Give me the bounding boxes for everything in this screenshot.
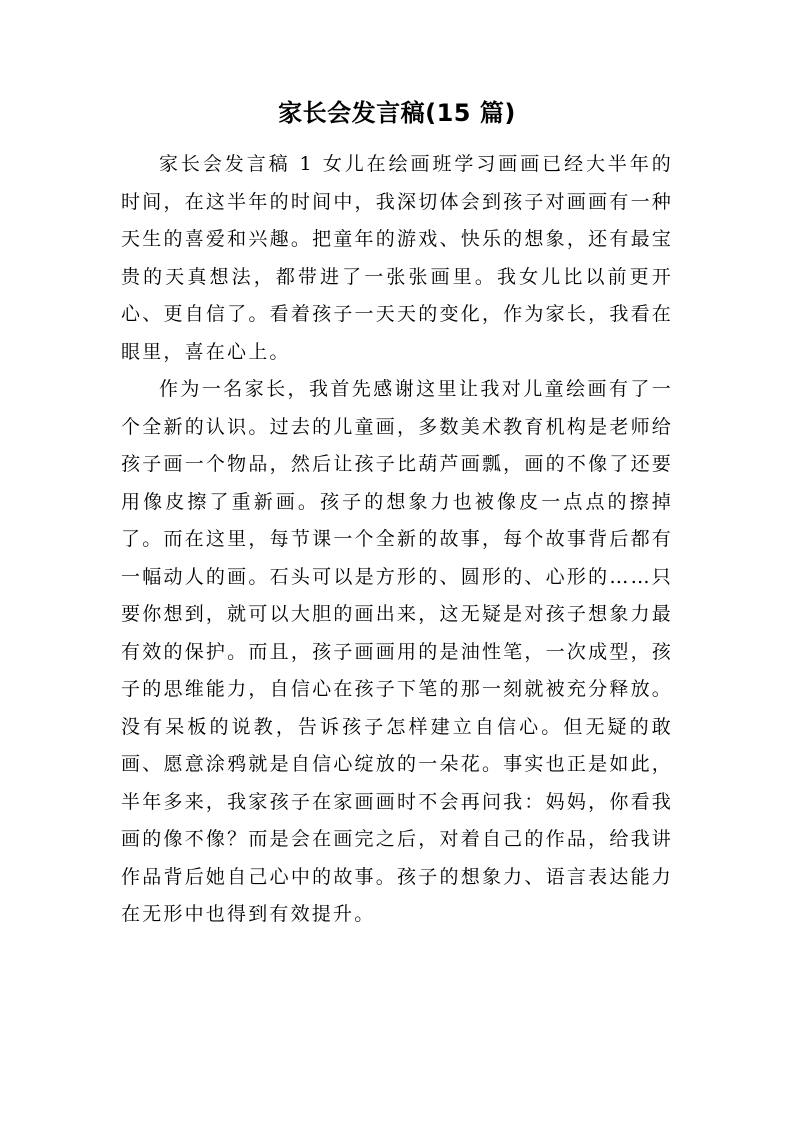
document-body — [121, 146, 673, 934]
paragraph-1: 家长会发言稿 1 女儿在绘画班学习画画已经大半年的时间，在这半年的时间中，我深切体会到孩子对画画有一种天生的喜爱和兴趣。把童年的游戏、快乐的想象，还有最宝贵的天真想法，都带进了一张张画里。我女儿比以前更开心、更自信了。看着孩子一天天的变化，作为家长，我看在眼里，喜在心上。 — [121, 153, 673, 363]
paragraph-2: 作为一名家长，我首先感谢这里让我对儿童绘画有了一个全新的认识。过去的儿童画，多数美术教育机构是老师给孩子画一个物品，然后让孩子比葫芦画瓢，画的不像了还要用像皮擦了重新画。孩子的想象力也被像皮一点点的擦掉了。而在这里，每节课一个全新的故事，每个故事背后都有一幅动人的画。石头可以是方形的、圆形的、心形的……只要你想到，就可以大胆的画出来，这无疑是对孩子想象力最有效的保护。而且，孩子画画用的是油性笔，一次成型，孩子的思维能力，自信心在孩子下笔的那一刻就被充分释放。没有呆板的说教，告诉孩子怎样建立自信心。但无疑的敢画、愿意涂鸦就是自信心绽放的一朵花。事实也正是如此，半年多来，我家孩子在家画画时不会再问我：妈妈，你看我画的像不像？而是会在画完之后，对着自己的作品，给我讲作品背后她自己心中的故事。孩子的想象力、语言表达能力在无形中也得到有效提升。 — [121, 378, 673, 925]
document-title: 家长会发言稿(15 篇) — [278, 99, 516, 127]
